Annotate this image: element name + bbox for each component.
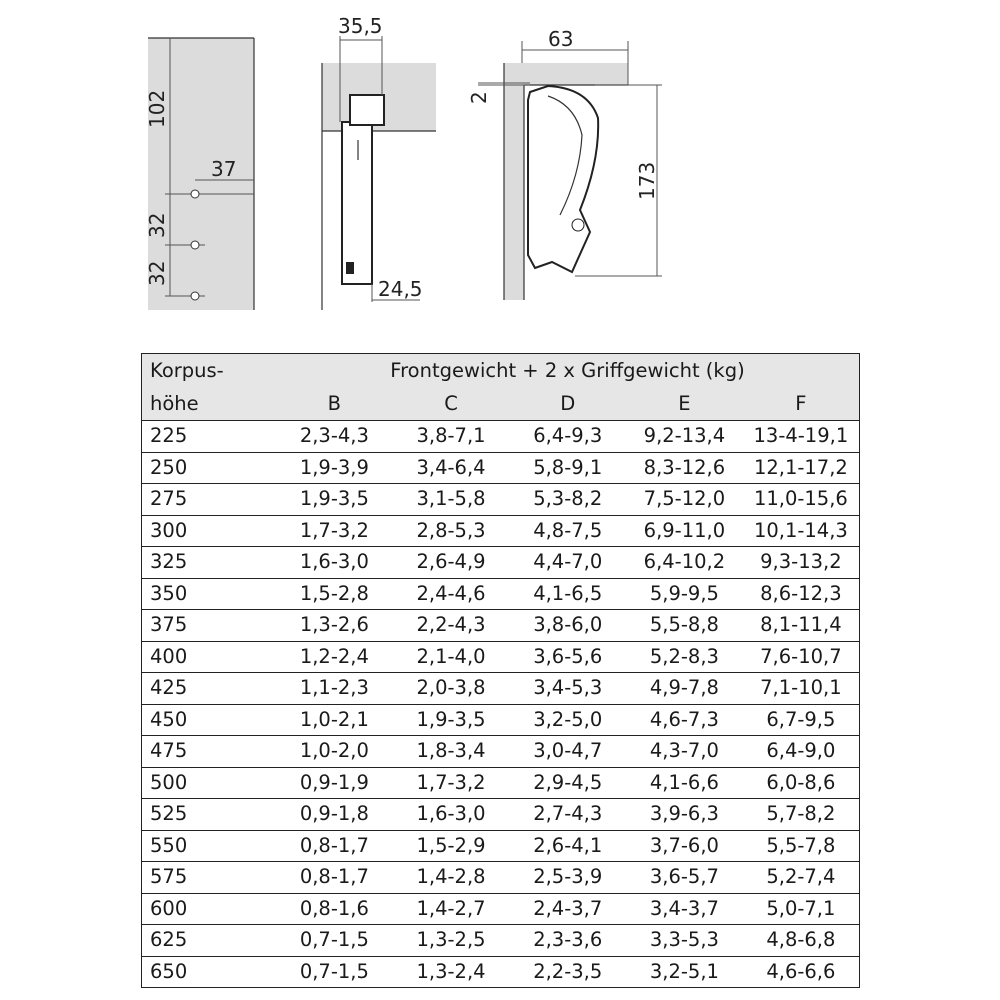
table-row: [142, 736, 860, 768]
weight-range-cell: 3,4-3,7: [626, 893, 743, 925]
table-row: [142, 452, 860, 484]
weight-range-cell: 1,1-2,3: [276, 673, 393, 705]
weight-range-cell: 3,4-6,4: [393, 452, 510, 484]
table-row: [142, 515, 860, 547]
weight-range-cell: 1,3-2,6: [276, 610, 393, 642]
korpushoehe-cell: 425: [142, 673, 277, 705]
table-row: [142, 862, 860, 894]
weight-range-cell: 3,3-5,3: [626, 925, 743, 957]
weight-range-cell: 4,6-6,6: [743, 956, 860, 988]
weight-range-cell: 6,4-9,0: [743, 736, 860, 768]
weight-range-cell: 1,9-3,5: [393, 704, 510, 736]
weight-range-cell: 2,8-5,3: [393, 515, 510, 547]
weight-range-cell: 1,0-2,1: [276, 704, 393, 736]
weight-range-cell: 2,9-4,5: [509, 767, 626, 799]
column-header: E: [626, 388, 743, 421]
weight-range-cell: 2,7-4,3: [509, 799, 626, 831]
weight-range-cell: 9,2-13,4: [626, 421, 743, 453]
weight-range-cell: 0,8-1,7: [276, 830, 393, 862]
weight-range-cell: 2,2-4,3: [393, 610, 510, 642]
drawing-side-view: [467, 27, 662, 300]
weight-range-cell: 13-4-19,1: [743, 421, 860, 453]
drill-hole: [191, 190, 199, 198]
weight-range-cell: 4,8-7,5: [509, 515, 626, 547]
table-row: [142, 830, 860, 862]
group-header: Frontgewicht + 2 x Griffgewicht (kg): [276, 354, 860, 389]
weight-range-cell: 3,9-6,3: [626, 799, 743, 831]
weight-range-cell: 1,5-2,9: [393, 830, 510, 862]
mechanism-body: [342, 122, 372, 284]
table-row: [142, 547, 860, 579]
weight-range-cell: 0,8-1,7: [276, 862, 393, 894]
weight-range-cell: 7,5-12,0: [626, 484, 743, 516]
weight-range-cell: 2,2-3,5: [509, 956, 626, 988]
weight-range-cell: 5,3-8,2: [509, 484, 626, 516]
weight-range-cell: 4,1-6,5: [509, 578, 626, 610]
weight-range-cell: 3,8-6,0: [509, 610, 626, 642]
weight-range-cell: 12,1-17,2: [743, 452, 860, 484]
table-body: [142, 421, 860, 988]
col0-header-line1: Korpus-: [142, 354, 277, 389]
korpushoehe-cell: 475: [142, 736, 277, 768]
weight-range-cell: 6,7-9,5: [743, 704, 860, 736]
column-header: F: [743, 388, 860, 421]
weight-range-cell: 5,5-7,8: [743, 830, 860, 862]
dim-173-label: 173: [635, 161, 659, 200]
weight-range-cell: 5,2-8,3: [626, 641, 743, 673]
korpushoehe-cell: 550: [142, 830, 277, 862]
weight-range-cell: 2,3-3,6: [509, 925, 626, 957]
table-row: [142, 673, 860, 705]
weight-range-cell: 6,9-11,0: [626, 515, 743, 547]
table-header-row-2: [142, 388, 860, 421]
table-row: [142, 799, 860, 831]
weight-range-cell: 0,8-1,6: [276, 893, 393, 925]
dim-37-label: 37: [211, 157, 237, 181]
weight-range-cell: 1,0-2,0: [276, 736, 393, 768]
korpushoehe-cell: 375: [142, 610, 277, 642]
weight-range-cell: 0,9-1,9: [276, 767, 393, 799]
korpushoehe-cell: 225: [142, 421, 277, 453]
weight-range-cell: 1,3-2,5: [393, 925, 510, 957]
weight-range-cell: 1,4-2,7: [393, 893, 510, 925]
weight-range-cell: 8,1-11,4: [743, 610, 860, 642]
lift-arm: [528, 86, 598, 272]
table-row: [142, 421, 860, 453]
table-row: [142, 893, 860, 925]
weight-range-cell: 1,5-2,8: [276, 578, 393, 610]
weight-range-cell: 1,4-2,8: [393, 862, 510, 894]
weight-range-cell: 6,0-8,6: [743, 767, 860, 799]
drawing-drilling-pattern: [145, 38, 254, 310]
dim-63-label: 63: [548, 27, 574, 51]
dim-32-label-b: 32: [145, 260, 169, 286]
weight-range-cell: 9,3-13,2: [743, 547, 860, 579]
korpushoehe-cell: 250: [142, 452, 277, 484]
weight-range-cell: 0,7-1,5: [276, 925, 393, 957]
weight-range-cell: 3,6-5,7: [626, 862, 743, 894]
weight-range-cell: 3,2-5,0: [509, 704, 626, 736]
table-row: [142, 484, 860, 516]
weight-range-cell: 3,7-6,0: [626, 830, 743, 862]
weight-range-cell: 0,7-1,5: [276, 956, 393, 988]
table-header-row-1: [142, 354, 860, 389]
weight-range-cell: 5,8-9,1: [509, 452, 626, 484]
weight-range-cell: 8,6-12,3: [743, 578, 860, 610]
weight-range-cell: 5,0-7,1: [743, 893, 860, 925]
weight-range-cell: 4,8-6,8: [743, 925, 860, 957]
korpushoehe-cell: 275: [142, 484, 277, 516]
column-header: B: [276, 388, 393, 421]
weight-range-cell: 2,6-4,9: [393, 547, 510, 579]
weight-range-cell: 11,0-15,6: [743, 484, 860, 516]
weight-range-cell: 2,5-3,9: [509, 862, 626, 894]
weight-range-cell: 4,4-7,0: [509, 547, 626, 579]
drill-hole: [191, 292, 199, 300]
dim-2-label: 2: [467, 91, 491, 104]
weight-range-cell: 8,3-12,6: [626, 452, 743, 484]
korpushoehe-cell: 350: [142, 578, 277, 610]
table-row: [142, 956, 860, 988]
weight-range-cell: 5,2-7,4: [743, 862, 860, 894]
table-row: [142, 925, 860, 957]
weight-range-cell: 1,8-3,4: [393, 736, 510, 768]
weight-range-cell: 10,1-14,3: [743, 515, 860, 547]
weight-range-cell: 2,3-4,3: [276, 421, 393, 453]
weight-range-cell: 5,7-8,2: [743, 799, 860, 831]
weight-range-cell: 6,4-10,2: [626, 547, 743, 579]
table-row: [142, 704, 860, 736]
col0-header-line2: höhe: [142, 388, 277, 421]
weight-table-container: [141, 353, 860, 988]
drawing-front-view: [322, 14, 436, 310]
weight-range-cell: 1,2-2,4: [276, 641, 393, 673]
weight-range-cell: 7,1-10,1: [743, 673, 860, 705]
korpushoehe-cell: 400: [142, 641, 277, 673]
weight-range-cell: 7,6-10,7: [743, 641, 860, 673]
weight-range-cell: 1,7-3,2: [393, 767, 510, 799]
weight-range-cell: 4,6-7,3: [626, 704, 743, 736]
dim-102-label: 102: [145, 89, 169, 128]
weight-range-cell: 2,0-3,8: [393, 673, 510, 705]
weight-table: [141, 353, 860, 988]
weight-range-cell: 1,6-3,0: [276, 547, 393, 579]
weight-range-cell: 2,6-4,1: [509, 830, 626, 862]
weight-range-cell: 1,9-3,5: [276, 484, 393, 516]
weight-range-cell: 3,4-5,3: [509, 673, 626, 705]
korpushoehe-cell: 575: [142, 862, 277, 894]
weight-range-cell: 5,5-8,8: [626, 610, 743, 642]
weight-range-cell: 2,4-3,7: [509, 893, 626, 925]
table-row: [142, 578, 860, 610]
weight-range-cell: 3,6-5,6: [509, 641, 626, 673]
weight-range-cell: 4,9-7,8: [626, 673, 743, 705]
korpushoehe-cell: 625: [142, 925, 277, 957]
korpushoehe-cell: 325: [142, 547, 277, 579]
dim-35-5-label: 35,5: [338, 14, 383, 38]
weight-range-cell: 1,6-3,0: [393, 799, 510, 831]
weight-range-cell: 1,7-3,2: [276, 515, 393, 547]
weight-range-cell: 3,1-5,8: [393, 484, 510, 516]
weight-range-cell: 0,9-1,8: [276, 799, 393, 831]
weight-range-cell: 3,2-5,1: [626, 956, 743, 988]
drill-hole: [191, 241, 199, 249]
weight-range-cell: 1,9-3,9: [276, 452, 393, 484]
weight-range-cell: 2,4-4,6: [393, 578, 510, 610]
weight-range-cell: 5,9-9,5: [626, 578, 743, 610]
dim-24-5-label: 24,5: [378, 277, 423, 301]
column-header: C: [393, 388, 510, 421]
korpushoehe-cell: 525: [142, 799, 277, 831]
dim-32-label-a: 32: [145, 212, 169, 238]
table-row: [142, 767, 860, 799]
korpushoehe-cell: 600: [142, 893, 277, 925]
weight-range-cell: 2,1-4,0: [393, 641, 510, 673]
technical-drawings: [0, 0, 1000, 340]
korpushoehe-cell: 300: [142, 515, 277, 547]
korpushoehe-cell: 650: [142, 956, 277, 988]
weight-range-cell: 6,4-9,3: [509, 421, 626, 453]
weight-range-cell: 1,3-2,4: [393, 956, 510, 988]
korpushoehe-cell: 500: [142, 767, 277, 799]
korpushoehe-cell: 450: [142, 704, 277, 736]
table-row: [142, 641, 860, 673]
weight-range-cell: 3,0-4,7: [509, 736, 626, 768]
mechanism-top: [350, 95, 384, 125]
table-row: [142, 610, 860, 642]
weight-range-cell: 4,1-6,6: [626, 767, 743, 799]
weight-range-cell: 4,3-7,0: [626, 736, 743, 768]
column-header: D: [509, 388, 626, 421]
weight-range-cell: 3,8-7,1: [393, 421, 510, 453]
